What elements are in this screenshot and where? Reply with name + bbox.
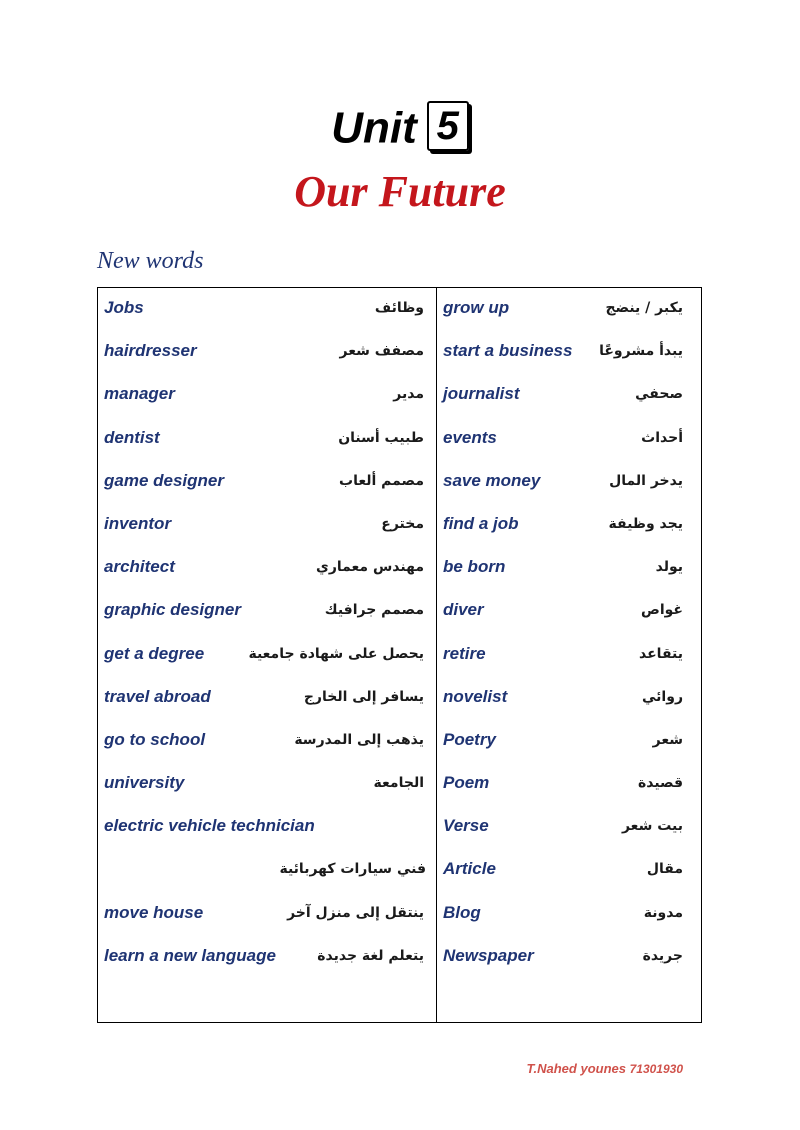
vocab-row bbox=[437, 813, 703, 856]
vocab-row bbox=[437, 856, 703, 899]
english-term: dentist bbox=[104, 427, 160, 447]
arabic-translation: يولد bbox=[655, 559, 683, 576]
arabic-translation: جريدة bbox=[642, 947, 683, 964]
vocab-row bbox=[437, 425, 703, 468]
english-term: Newspaper bbox=[443, 945, 534, 965]
arabic-translation: قصيدة bbox=[637, 775, 683, 792]
vocab-row bbox=[437, 641, 703, 684]
author-phone: 71301930 bbox=[629, 1062, 683, 1076]
arabic-translation: بيت شعر bbox=[621, 818, 683, 835]
arabic-translation: وظائف bbox=[374, 300, 424, 316]
footer-credit bbox=[527, 1061, 683, 1076]
arabic-translation: روائي bbox=[642, 688, 683, 705]
vocab-row bbox=[437, 727, 703, 770]
arabic-translation: مقال bbox=[646, 861, 683, 878]
arabic-translation: طبيب أسنان bbox=[338, 429, 424, 446]
english-term: be born bbox=[443, 557, 506, 577]
arabic-translation: شعر bbox=[652, 731, 683, 748]
vocab-row bbox=[98, 468, 436, 511]
vocab-row bbox=[98, 641, 436, 684]
vocabulary-table bbox=[97, 287, 702, 1023]
english-term: Verse bbox=[443, 816, 489, 836]
vocab-row bbox=[98, 425, 436, 468]
arabic-translation: مدير bbox=[393, 386, 424, 403]
unit-word: Unit bbox=[331, 103, 417, 153]
english-term: learn a new language bbox=[104, 945, 276, 965]
english-term: journalist bbox=[443, 384, 520, 404]
vocab-row bbox=[437, 770, 703, 813]
vocab-row bbox=[98, 770, 436, 813]
english-term: events bbox=[443, 427, 497, 447]
arabic-translation: يجد وظيفة bbox=[608, 515, 683, 532]
english-term: save money bbox=[443, 470, 541, 490]
vocab-row bbox=[98, 856, 436, 899]
vocab-row bbox=[437, 468, 703, 511]
english-term: game designer bbox=[104, 470, 224, 490]
english-term: Jobs bbox=[104, 298, 144, 317]
vocab-row bbox=[437, 597, 703, 640]
english-term: Article bbox=[443, 859, 496, 879]
vocab-row bbox=[437, 684, 703, 727]
vocab-row bbox=[98, 338, 436, 381]
english-term: university bbox=[104, 773, 185, 793]
english-term: Poem bbox=[443, 773, 490, 793]
arabic-translation: مدونة bbox=[643, 904, 683, 921]
arabic-translation: يدخر المال bbox=[609, 472, 683, 489]
section-heading: New words bbox=[97, 248, 204, 274]
vocab-row bbox=[437, 511, 703, 554]
english-term: hairdresser bbox=[104, 341, 197, 361]
right-vocab-column bbox=[437, 295, 703, 986]
arabic-translation: ينتقل إلى منزل آخر bbox=[287, 904, 424, 921]
english-term: Poetry bbox=[443, 729, 496, 749]
english-term: electric vehicle technician bbox=[104, 816, 315, 836]
english-term: inventor bbox=[104, 513, 172, 533]
vocab-row bbox=[98, 943, 436, 986]
arabic-translation: مصفف شعر bbox=[339, 343, 424, 360]
english-term: get a degree bbox=[104, 643, 205, 663]
arabic-translation: غواص bbox=[641, 602, 683, 619]
arabic-translation: يحصل على شهادة جامعية bbox=[248, 645, 424, 662]
vocab-row bbox=[437, 943, 703, 986]
page-subtitle: Our Future bbox=[294, 167, 506, 216]
english-term: find a job bbox=[443, 513, 519, 533]
vocab-row bbox=[98, 813, 436, 856]
vocab-row bbox=[98, 554, 436, 597]
english-term: graphic designer bbox=[104, 600, 241, 620]
arabic-translation: يذهب إلى المدرسة bbox=[294, 731, 424, 748]
english-term: manager bbox=[104, 384, 175, 404]
arabic-translation: فني سيارات كهربائية bbox=[279, 861, 426, 878]
english-term: move house bbox=[104, 902, 204, 922]
vocab-row bbox=[98, 597, 436, 640]
english-term: diver bbox=[443, 600, 484, 620]
vocab-row bbox=[98, 900, 436, 943]
vocab-row bbox=[437, 381, 703, 424]
english-term: travel abroad bbox=[104, 686, 211, 706]
vocab-row bbox=[437, 900, 703, 943]
vocab-row bbox=[437, 554, 703, 597]
arabic-translation: مهندس معماري bbox=[315, 559, 424, 576]
english-term: novelist bbox=[443, 686, 508, 706]
vocab-row bbox=[98, 381, 436, 424]
arabic-translation: يسافر إلى الخارج bbox=[303, 688, 424, 705]
english-term: retire bbox=[443, 643, 486, 663]
arabic-translation: الجامعة bbox=[373, 775, 424, 792]
arabic-translation: يكبر / ينضج bbox=[605, 300, 683, 316]
arabic-translation: يتقاعد bbox=[639, 645, 683, 662]
arabic-translation: مخترع bbox=[381, 515, 424, 532]
vocab-row bbox=[98, 727, 436, 770]
unit-number-badge: 5 bbox=[427, 101, 469, 151]
english-term: grow up bbox=[443, 298, 510, 317]
vocab-row bbox=[98, 511, 436, 554]
arabic-translation: يتعلم لغة جديدة bbox=[317, 947, 424, 964]
unit-title bbox=[0, 96, 800, 158]
vocab-row bbox=[437, 338, 703, 381]
left-vocab-column bbox=[98, 295, 436, 986]
vocab-row bbox=[437, 295, 703, 338]
arabic-translation: أحداث bbox=[641, 429, 683, 446]
english-term: go to school bbox=[104, 729, 206, 749]
arabic-translation: صحفي bbox=[635, 386, 683, 403]
english-term: architect bbox=[104, 557, 175, 577]
author-name: T.Nahed younes bbox=[526, 1061, 626, 1076]
arabic-translation: مصمم ألعاب bbox=[339, 472, 424, 489]
arabic-translation: مصمم جرافيك bbox=[324, 602, 424, 619]
english-term: Blog bbox=[443, 902, 481, 922]
english-term: start a business bbox=[443, 341, 573, 361]
vocab-row bbox=[98, 295, 436, 338]
arabic-translation: يبدأ مشروعًا bbox=[599, 343, 683, 360]
vocab-row bbox=[98, 684, 436, 727]
